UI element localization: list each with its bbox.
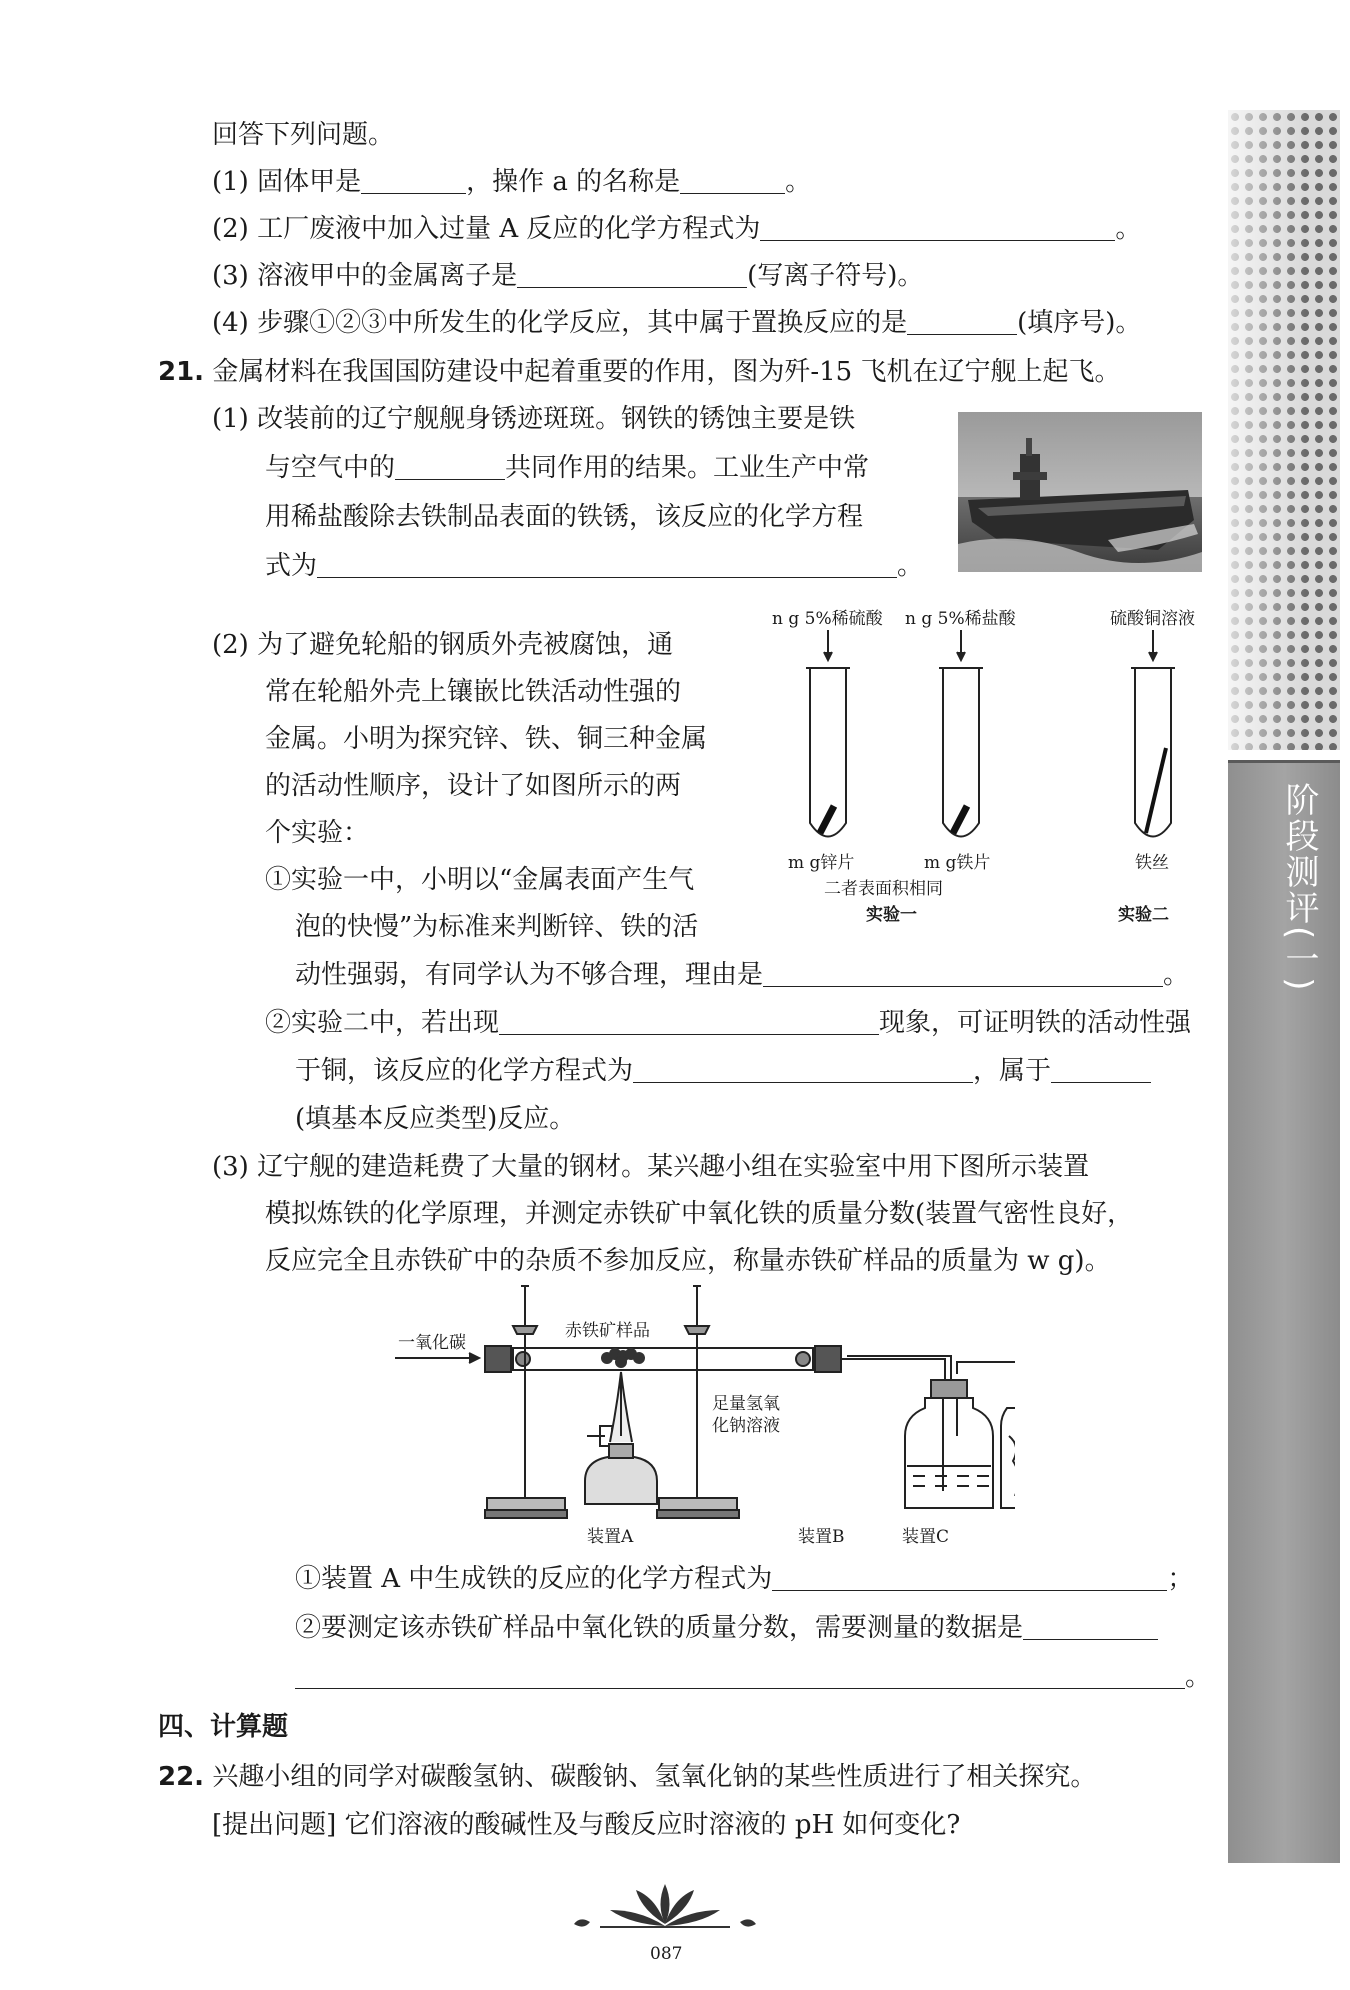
answer-blank[interactable] xyxy=(1023,1613,1158,1640)
answer-blank[interactable] xyxy=(680,167,785,194)
q21-a2-cont xyxy=(295,1660,1211,1694)
answer-blank[interactable] xyxy=(1051,1056,1151,1083)
tube2-reagent: n g 5%稀盐酸 xyxy=(905,609,1016,629)
q21-p1-end: 。 xyxy=(897,551,924,581)
co-label: 一氧化碳 xyxy=(398,1333,466,1353)
q21-p1-l3: 用稀盐酸除去铁制品表面的铁锈，该反应的化学方程 xyxy=(265,502,864,532)
q21-s2-l2b: ，属于 xyxy=(973,1056,1052,1086)
answer-blank[interactable] xyxy=(317,551,897,578)
answer-blank[interactable] xyxy=(499,1008,879,1035)
surface-note: 二者表面积相同 xyxy=(824,879,943,899)
q21-p2-l1: (2) 为了避免轮船的钢质外壳被腐蚀，通 xyxy=(212,630,674,660)
q21-stem-line xyxy=(158,355,1120,389)
device-b-label: 装置B xyxy=(798,1527,845,1547)
q21-p2-l4: 的活动性顺序，设计了如图所示的两 xyxy=(265,771,682,801)
side-tab xyxy=(1228,110,1340,1860)
q20-p4end: (填序号)。 xyxy=(1017,308,1142,338)
tube3-metal: 铁丝 xyxy=(1135,853,1169,873)
tube1-reagent: n g 5%稀硫酸 xyxy=(772,609,883,629)
aircraft-carrier-photo xyxy=(958,412,1202,572)
q21-p2-l2: 常在轮船外壳上镶嵌比铁活动性强的 xyxy=(265,677,682,707)
naoh-label: 足量氢氧化钠溶液 xyxy=(712,1394,780,1436)
q22-stem: 兴趣小组的同学对碳酸氢钠、碳酸钠、氢氧化钠的某些性质进行了相关探究。 xyxy=(212,1762,1097,1792)
ore-sample xyxy=(601,1348,645,1368)
q21-stem: 金属材料在我国国防建设中起着重要的作用，图为歼-15 飞机在辽宁舰上起飞。 xyxy=(212,357,1121,387)
q20-part4 xyxy=(212,306,1141,340)
q21-p2-l3: 金属。小明为探究锌、铁、铜三种金属 xyxy=(265,724,708,754)
q20-p1a: (1) 固体甲是 xyxy=(212,167,362,197)
answer-blank[interactable] xyxy=(763,960,1163,987)
q21-a2-end: 。 xyxy=(1185,1662,1212,1692)
halftone-pattern xyxy=(1228,110,1340,750)
q22-stem-line xyxy=(158,1760,1096,1794)
q21-a2 xyxy=(295,1611,1158,1645)
answer-blank[interactable] xyxy=(395,453,505,480)
tube2-metal: m g铁片 xyxy=(924,853,991,873)
q21-s1-l3-text: 动性强弱，有同学认为不够合理，理由是 xyxy=(295,960,764,990)
q21-p1-l2a: 与空气中的 xyxy=(265,453,396,483)
ornament-icon xyxy=(570,1880,760,1940)
q21-a1-end: ； xyxy=(1167,1564,1194,1594)
q21-s2-l1a: ②实验二中，若出现 xyxy=(265,1008,500,1038)
iron-wire xyxy=(1146,748,1166,833)
tab-label: 阶段测评(一) xyxy=(1279,782,1319,993)
q21-p2-l5: 个实验： xyxy=(265,818,370,848)
device-c-label: 装置C xyxy=(902,1527,950,1547)
q21-p1-l2b: 共同作用的结果。工业生产中常 xyxy=(505,453,870,483)
q21-s1-l3 xyxy=(295,958,1189,992)
q22-number: 22. xyxy=(158,1762,205,1792)
experiment2-label: 实验二 xyxy=(1118,905,1169,925)
answer-blank[interactable] xyxy=(295,1662,1185,1689)
q21-p1-l1: (1) 改装前的辽宁舰舰身锈迹斑斑。钢铁的锈蚀主要是铁 xyxy=(212,404,856,434)
q21-s2-l2 xyxy=(295,1054,1151,1088)
q21-s2-l1b: 现象，可证明铁的活动性强 xyxy=(879,1008,1192,1038)
q21-p1-l4-text: 式为 xyxy=(265,551,318,581)
q20-p3end: (写离子符号)。 xyxy=(747,261,924,291)
q20-p1end: 。 xyxy=(785,167,812,197)
q20-p4: (4) 步骤①②③中所发生的化学反应，其中属于置换反应的是 xyxy=(212,308,908,338)
answer-blank[interactable] xyxy=(907,308,1017,335)
section-title: 四、计算题 xyxy=(158,1712,289,1742)
q21-s1-l2: 泡的快慢”为标准来判断锌、铁的活 xyxy=(295,912,699,942)
q21-s1-end: 。 xyxy=(1163,960,1190,990)
q21-a1 xyxy=(295,1562,1193,1596)
page-number: 087 xyxy=(650,1944,683,1964)
q21-s2-l1 xyxy=(265,1006,1191,1040)
test-tubes-drawing xyxy=(780,628,1220,850)
q20-part3 xyxy=(212,259,923,293)
q20-p2end: 。 xyxy=(1115,214,1142,244)
q21-a1-text: ①装置 A 中生成铁的反应的化学方程式为 xyxy=(295,1564,773,1594)
device-a-label: 装置A xyxy=(587,1527,634,1547)
q20-p3: (3) 溶液甲中的金属离子是 xyxy=(212,261,518,291)
iron-strip xyxy=(953,806,967,833)
q21-p3-l3: 反应完全且赤铁矿中的杂质不参加反应，称量赤铁矿样品的质量为 w g)。 xyxy=(265,1246,1111,1276)
q20-part1 xyxy=(212,165,811,199)
apparatus-drawing xyxy=(395,1276,1015,1538)
answer-blank[interactable] xyxy=(361,167,466,194)
experiment1-label: 实验一 xyxy=(866,905,917,925)
q20-intro: 回答下列问题。 xyxy=(212,120,395,150)
answer-blank[interactable] xyxy=(633,1056,973,1083)
q21-p1-l4 xyxy=(265,549,923,583)
q21-p1-l2 xyxy=(265,451,869,485)
answer-blank[interactable] xyxy=(517,261,747,288)
zinc-strip xyxy=(820,806,834,833)
answer-blank[interactable] xyxy=(760,214,1115,241)
q21-p3-l1: (3) 辽宁舰的建造耗费了大量的钢材。某兴趣小组在实验室中用下图所示装置 xyxy=(212,1152,1090,1182)
q21-s1-l1: ①实验一中，小明以“金属表面产生气 xyxy=(265,865,695,895)
q21-s2-l2a: 于铜，该反应的化学方程式为 xyxy=(295,1056,634,1086)
q21-p3-l2: 模拟炼铁的化学原理，并测定赤铁矿中氧化铁的质量分数(装置气密性良好， xyxy=(265,1199,1134,1229)
tube3-reagent: 硫酸铜溶液 xyxy=(1110,609,1195,629)
answer-blank[interactable] xyxy=(772,1564,1167,1591)
sample-label: 赤铁矿样品 xyxy=(565,1321,650,1341)
q22-question: [提出问题] 它们溶液的酸碱性及与酸反应时溶液的 pH 如何变化? xyxy=(212,1810,961,1840)
tube1-metal: m g锌片 xyxy=(788,853,855,873)
q20-p1b: ，操作 a 的名称是 xyxy=(466,167,681,197)
q20-p2: (2) 工厂废液中加入过量 A 反应的化学方程式为 xyxy=(212,214,761,244)
q21-s2-l3: (填基本反应类型)反应。 xyxy=(295,1104,576,1134)
q21-number: 21. xyxy=(158,357,205,387)
q21-a2-text: ②要测定该赤铁矿样品中氧化铁的质量分数，需要测量的数据是 xyxy=(295,1613,1024,1643)
q20-part2 xyxy=(212,212,1141,246)
